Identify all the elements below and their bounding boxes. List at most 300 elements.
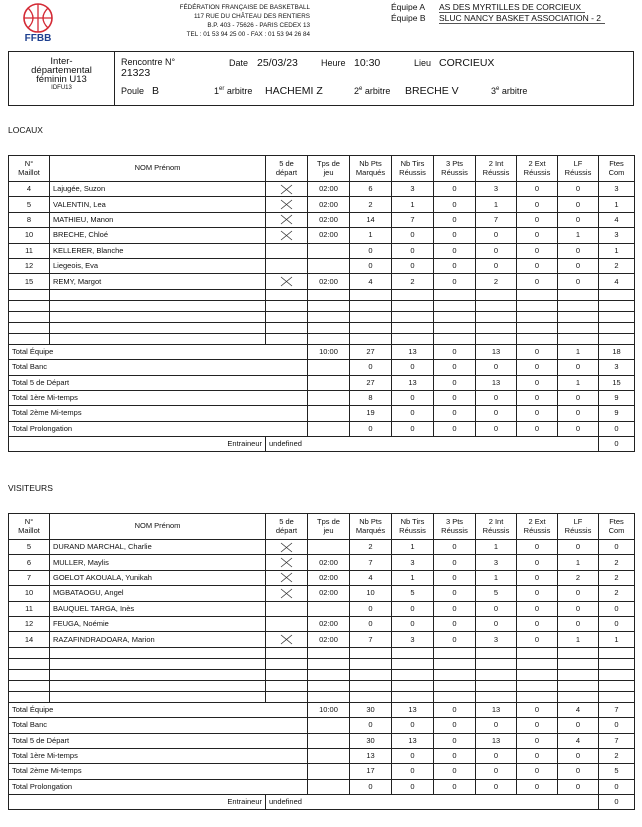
col-header-starter: [266, 514, 308, 540]
total-row: [9, 702, 635, 717]
empty-cell: [392, 311, 434, 322]
starter-cell: [266, 243, 308, 258]
empty-cell: [350, 322, 392, 333]
player-name: Lajugée, Suzon: [50, 182, 266, 197]
stat-shots: 7: [392, 212, 434, 227]
empty-cell: [392, 322, 434, 333]
stat-three: 0: [434, 182, 476, 197]
total-three: 0: [434, 360, 476, 375]
col-header-three: [434, 156, 476, 182]
stat-points: 7: [350, 632, 392, 647]
player-row: [9, 616, 635, 631]
total-ft: 0: [558, 360, 599, 375]
player-name: Liegeois, Eva: [50, 258, 266, 273]
col-header-line: jeu: [323, 525, 334, 535]
starter-cross-icon: [280, 588, 293, 599]
play-time: 02:00: [308, 632, 350, 647]
stat-two-ext: 0: [517, 586, 558, 601]
empty-cell: [392, 680, 434, 691]
player-name: RAZAFINDRADOARA, Marion: [50, 632, 266, 647]
stat-shots: 0: [392, 601, 434, 616]
total-points: 30: [350, 733, 392, 748]
jersey-number: 10: [9, 586, 50, 601]
stat-shots: 1: [392, 570, 434, 585]
total-points: 0: [350, 360, 392, 375]
total-shots: 0: [392, 779, 434, 794]
total-shots: 0: [392, 360, 434, 375]
col-header-starter: [266, 156, 308, 182]
total-points: 0: [350, 779, 392, 794]
play-time: [308, 258, 350, 273]
jersey-number: 7: [9, 570, 50, 585]
rencontre-number: 21323: [121, 67, 151, 79]
stat-two-ext: 0: [517, 197, 558, 212]
empty-cell: [476, 333, 517, 344]
empty-cell: [266, 322, 308, 333]
empty-cell: [434, 669, 476, 680]
federation-line: 117 RUE DU CHÂTEAU DES RENTIERS: [193, 13, 310, 20]
empty-cell: [476, 289, 517, 300]
stat-fouls: 4: [599, 274, 635, 289]
empty-cell: [434, 300, 476, 311]
col-header-ft: [558, 156, 599, 182]
total-time: [308, 360, 350, 375]
col-header-line: NOM Prénom: [134, 163, 181, 173]
col-header-time: [308, 514, 350, 540]
empty-row: [9, 647, 635, 658]
empty-cell: [266, 333, 308, 344]
stat-two-int: 3: [476, 555, 517, 570]
jersey-number: 12: [9, 258, 50, 273]
total-shots: 0: [392, 748, 434, 763]
col-header-line: Nb Pts: [359, 517, 382, 526]
total-ft: 4: [558, 702, 599, 717]
empty-cell: [392, 300, 434, 311]
col-header-points: [350, 514, 392, 540]
total-fouls: 2: [599, 748, 635, 763]
empty-cell: [476, 658, 517, 669]
empty-cell: [517, 289, 558, 300]
empty-cell: [350, 691, 392, 702]
stat-two-int: 1: [476, 197, 517, 212]
player-row: [9, 197, 635, 212]
total-shots: 0: [392, 390, 434, 405]
jersey-number: 6: [9, 555, 50, 570]
total-fouls: 15: [599, 375, 635, 390]
total-shots: 0: [392, 421, 434, 436]
stat-ft: 1: [558, 555, 599, 570]
empty-cell: [9, 333, 50, 344]
empty-cell: [266, 300, 308, 311]
stat-fouls: 3: [599, 228, 635, 243]
total-two-ext: 0: [517, 702, 558, 717]
starter-cell: [266, 540, 308, 555]
competition-line: féminin U13: [36, 74, 87, 85]
total-ft: 0: [558, 779, 599, 794]
coach-name: undefined: [266, 795, 599, 810]
empty-cell: [392, 691, 434, 702]
total-time: 10:00: [308, 344, 350, 359]
stat-three: 0: [434, 555, 476, 570]
empty-cell: [308, 647, 350, 658]
total-row: [9, 764, 635, 779]
stats-table-visiteurs: [8, 513, 635, 810]
stat-shots: 3: [392, 632, 434, 647]
stat-points: 4: [350, 274, 392, 289]
col-header-line: jeu: [323, 167, 334, 177]
logo-text: FFBB: [24, 33, 52, 44]
col-header-line: Marqués: [355, 167, 386, 177]
empty-cell: [434, 658, 476, 669]
stat-ft: 0: [558, 182, 599, 197]
total-three: 0: [434, 779, 476, 794]
empty-cell: [9, 300, 50, 311]
empty-row: [9, 680, 635, 691]
stat-two-ext: 0: [517, 258, 558, 273]
stat-two-ext: 0: [517, 555, 558, 570]
col-header-line: 3 Pts: [445, 159, 464, 168]
total-three: 0: [434, 344, 476, 359]
player-row: [9, 212, 635, 227]
empty-cell: [558, 658, 599, 669]
lieu-value: CORCIEUX: [439, 57, 495, 69]
total-ft: 0: [558, 406, 599, 421]
stat-ft: 0: [558, 197, 599, 212]
total-two-ext: 0: [517, 375, 558, 390]
total-label: Total 1ère Mi-temps: [9, 748, 308, 763]
empty-cell: [558, 647, 599, 658]
stat-shots: 0: [392, 616, 434, 631]
total-label: Total Prolongation: [9, 421, 308, 436]
empty-cell: [308, 333, 350, 344]
stat-shots: 2: [392, 274, 434, 289]
stat-shots: 0: [392, 228, 434, 243]
stat-points: 4: [350, 570, 392, 585]
starter-cell: [266, 616, 308, 631]
total-ft: 1: [558, 344, 599, 359]
empty-cell: [517, 300, 558, 311]
coach-label: Entraineur: [9, 437, 266, 452]
starter-cell: [266, 632, 308, 647]
total-two-int: 0: [476, 718, 517, 733]
heure-value: 10:30: [354, 57, 381, 69]
empty-cell: [9, 647, 50, 658]
empty-row: [9, 658, 635, 669]
stat-three: 0: [434, 197, 476, 212]
total-three: 0: [434, 733, 476, 748]
stat-two-ext: 0: [517, 616, 558, 631]
empty-cell: [350, 333, 392, 344]
play-time: 02:00: [308, 274, 350, 289]
total-row: [9, 718, 635, 733]
empty-cell: [599, 647, 635, 658]
total-three: 0: [434, 764, 476, 779]
stats-table-locaux: [8, 155, 635, 452]
jersey-number: 5: [9, 197, 50, 212]
total-three: 0: [434, 406, 476, 421]
empty-cell: [558, 691, 599, 702]
stat-points: 0: [350, 601, 392, 616]
player-row: [9, 540, 635, 555]
empty-cell: [599, 691, 635, 702]
empty-cell: [517, 691, 558, 702]
starter-cross-icon: [280, 230, 293, 241]
total-points: 30: [350, 702, 392, 717]
total-three: 0: [434, 375, 476, 390]
col-header-shots: [392, 514, 434, 540]
total-shots: 0: [392, 718, 434, 733]
jersey-number: 4: [9, 182, 50, 197]
stat-fouls: 0: [599, 601, 635, 616]
starter-cross-icon: [280, 184, 293, 195]
stat-two-ext: 0: [517, 212, 558, 227]
col-header-line: 2 Ext: [528, 517, 546, 526]
total-points: 0: [350, 718, 392, 733]
col-header-line: 5 de: [279, 517, 294, 526]
total-three: 0: [434, 421, 476, 436]
stat-ft: 1: [558, 632, 599, 647]
empty-cell: [350, 669, 392, 680]
coach-label: Entraineur: [9, 795, 266, 810]
empty-row: [9, 289, 635, 300]
empty-cell: [308, 311, 350, 322]
jersey-number: 15: [9, 274, 50, 289]
empty-cell: [517, 311, 558, 322]
empty-cell: [599, 289, 635, 300]
stat-shots: 0: [392, 258, 434, 273]
section-title-locaux: LOCAUX: [8, 125, 43, 135]
empty-cell: [9, 322, 50, 333]
col-header-line: Réussis: [523, 525, 551, 535]
starter-cell: [266, 601, 308, 616]
empty-cell: [517, 658, 558, 669]
empty-cell: [558, 333, 599, 344]
total-fouls: 3: [599, 360, 635, 375]
stat-fouls: 1: [599, 197, 635, 212]
stat-three: 0: [434, 570, 476, 585]
empty-row: [9, 322, 635, 333]
empty-cell: [350, 311, 392, 322]
stat-shots: 3: [392, 555, 434, 570]
total-label: Total Équipe: [9, 702, 308, 717]
col-header-line: Nb Tirs: [400, 159, 425, 168]
stat-two-ext: 0: [517, 540, 558, 555]
total-three: 0: [434, 390, 476, 405]
col-header-line: Réussis: [482, 525, 510, 535]
lieu-label: Lieu: [414, 58, 432, 68]
col-header-line: Réussis: [399, 525, 426, 535]
stat-points: 2: [350, 197, 392, 212]
arbitre-3-label: 3e arbitre: [491, 86, 528, 96]
stat-three: 0: [434, 601, 476, 616]
jersey-number: 11: [9, 243, 50, 258]
total-shots: 0: [392, 406, 434, 421]
total-two-int: 0: [476, 421, 517, 436]
player-name: BRECHE, Chloé: [50, 228, 266, 243]
empty-cell: [558, 680, 599, 691]
total-two-int: 0: [476, 779, 517, 794]
player-row: [9, 228, 635, 243]
empty-cell: [476, 647, 517, 658]
starter-cell: [266, 258, 308, 273]
stat-ft: 0: [558, 601, 599, 616]
empty-cell: [266, 691, 308, 702]
col-header-line: Ftes: [609, 159, 624, 168]
starter-cell: [266, 228, 308, 243]
stat-ft: 0: [558, 540, 599, 555]
total-fouls: 18: [599, 344, 635, 359]
arbitre-1-value: HACHEMI Z: [265, 85, 323, 97]
stat-two-int: 0: [476, 258, 517, 273]
total-row: [9, 360, 635, 375]
empty-cell: [476, 691, 517, 702]
federation-line: B.P. 403 - 75626 - PARIS CEDEX 13: [207, 22, 310, 29]
empty-cell: [392, 658, 434, 669]
total-label: Total Équipe: [9, 344, 308, 359]
total-row: [9, 779, 635, 794]
jersey-number: 8: [9, 212, 50, 227]
player-row: [9, 632, 635, 647]
jersey-number: 10: [9, 228, 50, 243]
total-ft: 0: [558, 764, 599, 779]
stat-shots: 5: [392, 586, 434, 601]
heure-label: Heure: [321, 58, 346, 68]
player-name: BAUQUEL TARGA, Inès: [50, 601, 266, 616]
col-header-line: Réussis: [564, 167, 592, 177]
empty-row: [9, 669, 635, 680]
stat-two-int: 1: [476, 570, 517, 585]
empty-cell: [50, 289, 266, 300]
col-header-line: Réussis: [523, 167, 551, 177]
empty-cell: [517, 680, 558, 691]
total-row: [9, 375, 635, 390]
empty-cell: [476, 311, 517, 322]
stat-two-int: 0: [476, 616, 517, 631]
section-title-visiteurs: VISITEURS: [8, 483, 53, 493]
stat-fouls: 2: [599, 586, 635, 601]
stat-three: 0: [434, 228, 476, 243]
stat-two-int: 5: [476, 586, 517, 601]
col-header-line: 2 Ext: [528, 159, 546, 168]
total-time: [308, 421, 350, 436]
empty-cell: [476, 322, 517, 333]
stat-three: 0: [434, 540, 476, 555]
starter-cross-icon: [280, 214, 293, 225]
col-header-line: Ftes: [609, 517, 624, 526]
total-points: 19: [350, 406, 392, 421]
total-ft: 1: [558, 375, 599, 390]
col-header-line: NOM Prénom: [134, 521, 181, 531]
col-header-fouls: [599, 156, 635, 182]
empty-cell: [558, 311, 599, 322]
empty-cell: [392, 647, 434, 658]
col-header-line: N°: [24, 159, 34, 168]
stat-points: 6: [350, 182, 392, 197]
empty-cell: [434, 333, 476, 344]
col-header-two-int: [476, 156, 517, 182]
total-two-ext: 0: [517, 748, 558, 763]
col-header-line: Réussis: [564, 525, 592, 535]
stat-ft: 0: [558, 258, 599, 273]
total-points: 27: [350, 375, 392, 390]
match-info-box: [8, 51, 634, 106]
empty-cell: [9, 311, 50, 322]
col-header-shots: [392, 156, 434, 182]
total-two-int: 13: [476, 344, 517, 359]
total-label: Total 5 de Départ: [9, 733, 308, 748]
poule-label: Poule: [121, 86, 145, 96]
col-header-line: départ: [275, 167, 298, 177]
empty-cell: [308, 322, 350, 333]
empty-cell: [517, 333, 558, 344]
date-label: Date: [229, 58, 249, 68]
total-ft: 0: [558, 718, 599, 733]
stat-two-ext: 0: [517, 601, 558, 616]
stat-two-int: 3: [476, 632, 517, 647]
total-two-ext: 0: [517, 764, 558, 779]
col-header-jersey: [9, 514, 50, 540]
total-fouls: 0: [599, 779, 635, 794]
col-header-line: Réussis: [441, 525, 468, 535]
team-header: [391, 2, 605, 24]
total-time: [308, 764, 350, 779]
stat-points: 14: [350, 212, 392, 227]
col-header-line: LF: [573, 517, 583, 526]
stat-three: 0: [434, 243, 476, 258]
stat-two-ext: 0: [517, 570, 558, 585]
empty-cell: [50, 669, 266, 680]
player-row: [9, 570, 635, 585]
player-row: [9, 243, 635, 258]
col-header-fouls: [599, 514, 635, 540]
total-two-int: 13: [476, 702, 517, 717]
empty-cell: [350, 289, 392, 300]
total-two-int: 0: [476, 748, 517, 763]
coach-row: [9, 795, 635, 810]
empty-cell: [517, 669, 558, 680]
stat-points: 7: [350, 555, 392, 570]
total-ft: 0: [558, 390, 599, 405]
empty-cell: [308, 691, 350, 702]
player-name: DURAND MARCHAL, Charlie: [50, 540, 266, 555]
empty-cell: [392, 333, 434, 344]
total-row: [9, 344, 635, 359]
jersey-number: 11: [9, 601, 50, 616]
player-row: [9, 601, 635, 616]
empty-cell: [50, 300, 266, 311]
empty-cell: [434, 311, 476, 322]
stat-ft: 0: [558, 586, 599, 601]
total-row: [9, 406, 635, 421]
stat-three: 0: [434, 616, 476, 631]
team-a-name: AS DES MYRTILLES DE CORCIEUX: [439, 2, 585, 13]
empty-cell: [308, 669, 350, 680]
federation-line: TEL : 01 53 94 25 00 - FAX : 01 53 94 26 84: [186, 31, 310, 38]
col-header-name: [50, 156, 266, 182]
stat-two-int: 0: [476, 601, 517, 616]
col-header-line: 2 Int: [488, 517, 504, 526]
empty-cell: [50, 658, 266, 669]
empty-cell: [308, 680, 350, 691]
stat-points: 0: [350, 243, 392, 258]
col-header-jersey: [9, 156, 50, 182]
total-ft: 0: [558, 748, 599, 763]
play-time: 02:00: [308, 197, 350, 212]
coach-fouls: 0: [599, 795, 635, 810]
stat-fouls: 2: [599, 555, 635, 570]
total-time: [308, 406, 350, 421]
col-header-line: Réussis: [482, 167, 510, 177]
